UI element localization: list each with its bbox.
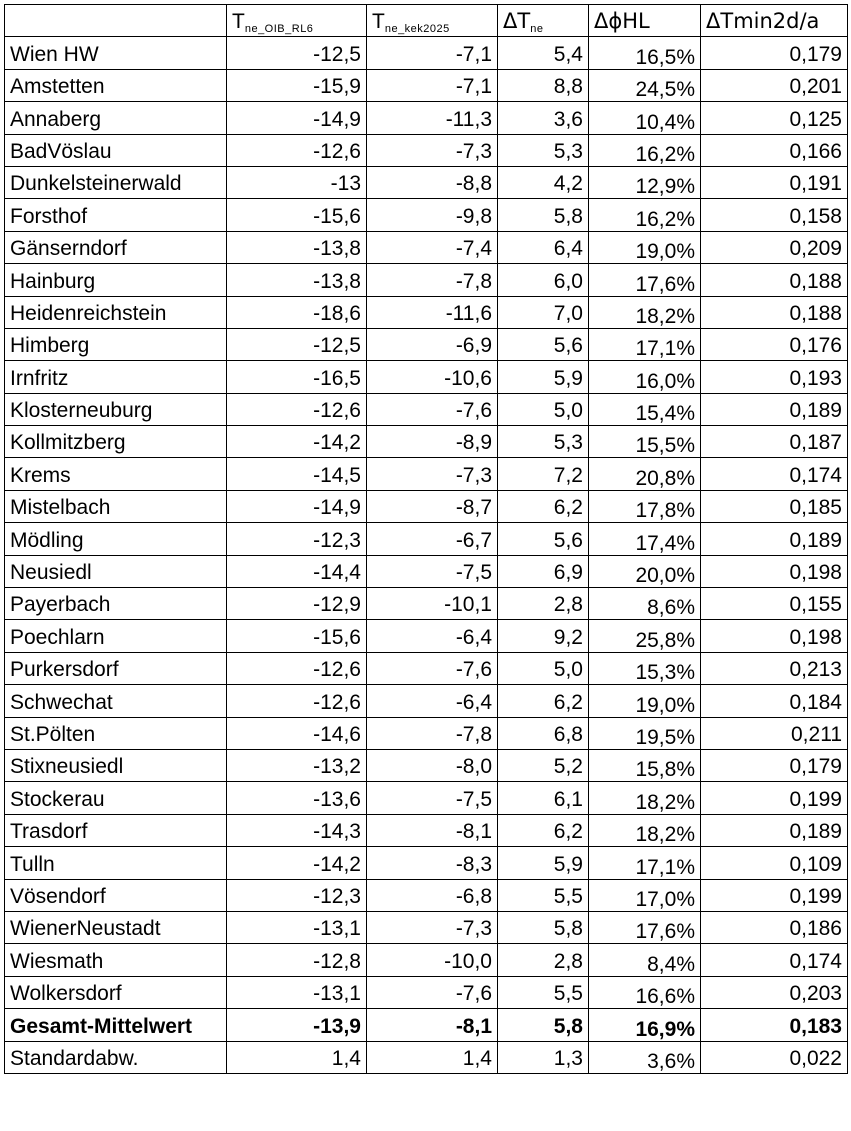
table-row [5,588,848,620]
cell-delta-tmin: 0,158 [701,199,848,231]
cell-delta-tmin: 0,186 [701,911,848,943]
cell-delta-tne: 2,8 [498,588,589,620]
cell-tne-kek: -8,0 [367,749,498,781]
cell-delta-tmin: 0,191 [701,166,848,198]
cell-delta-phi-hl: 17,8% [589,490,701,522]
cell-tne-oib: -12,6 [227,652,367,684]
cell-delta-tmin: 0,174 [701,944,848,976]
table-row [5,717,848,749]
cell-tne-oib: -13,1 [227,911,367,943]
cell-delta-tne: 5,6 [498,328,589,360]
cell-delta-phi-hl: 25,8% [589,620,701,652]
table-row [5,134,848,166]
cell-tne-kek: -8,3 [367,847,498,879]
cell-tne-oib: 1,4 [227,1041,367,1073]
cell-delta-tmin: 0,211 [701,717,848,749]
cell-delta-phi-hl: 8,4% [589,944,701,976]
header-delta-phi-hl: ΔϕHL [589,5,701,37]
cell-station: Amstetten [5,69,227,101]
cell-station: Neusiedl [5,555,227,587]
cell-delta-phi-hl: 8,6% [589,588,701,620]
cell-delta-phi-hl: 18,2% [589,814,701,846]
cell-delta-tne: 6,0 [498,264,589,296]
cell-station: Irnfritz [5,361,227,393]
table-row [5,393,848,425]
cell-tne-kek: -6,7 [367,523,498,555]
cell-tne-kek: -7,8 [367,264,498,296]
cell-tne-oib: -14,4 [227,555,367,587]
cell-delta-tne: 6,9 [498,555,589,587]
cell-delta-tne: 5,6 [498,523,589,555]
table-row [5,814,848,846]
cell-tne-kek: -6,8 [367,879,498,911]
cell-delta-tmin: 0,174 [701,458,848,490]
table-row [5,328,848,360]
cell-station: Klosterneuburg [5,393,227,425]
header-delta-tne: ΔTne [498,5,589,37]
cell-station: Gesamt-Mittelwert [5,1009,227,1041]
cell-station: Dunkelsteinerwald [5,166,227,198]
cell-tne-kek: -7,5 [367,555,498,587]
cell-tne-kek: -7,6 [367,652,498,684]
cell-tne-oib: -14,9 [227,490,367,522]
cell-station: Mödling [5,523,227,555]
cell-station: Forsthof [5,199,227,231]
cell-tne-kek: -11,6 [367,296,498,328]
cell-tne-kek: -7,1 [367,69,498,101]
cell-tne-kek: -10,0 [367,944,498,976]
cell-delta-tne: 4,2 [498,166,589,198]
table-row [5,69,848,101]
table-row [5,1041,848,1073]
cell-tne-kek: -7,6 [367,393,498,425]
table-row [5,847,848,879]
cell-delta-tne: 3,6 [498,102,589,134]
cell-delta-tmin: 0,176 [701,328,848,360]
cell-station: BadVöslau [5,134,227,166]
cell-station: Schwechat [5,685,227,717]
header-delta-tmin: ΔTmin2d/a [701,5,848,37]
cell-tne-oib: -13,8 [227,231,367,263]
cell-tne-oib: -18,6 [227,296,367,328]
cell-delta-tne: 6,4 [498,231,589,263]
cell-delta-phi-hl: 19,5% [589,717,701,749]
cell-delta-tne: 2,8 [498,944,589,976]
cell-delta-phi-hl: 15,5% [589,426,701,458]
table-row [5,490,848,522]
cell-delta-phi-hl: 15,4% [589,393,701,425]
cell-delta-tmin: 0,198 [701,555,848,587]
cell-delta-tmin: 0,188 [701,296,848,328]
cell-delta-tmin: 0,188 [701,264,848,296]
cell-delta-phi-hl: 18,2% [589,296,701,328]
cell-tne-oib: -14,2 [227,426,367,458]
cell-tne-kek: -9,8 [367,199,498,231]
cell-tne-oib: -12,6 [227,134,367,166]
cell-delta-phi-hl: 16,2% [589,199,701,231]
cell-tne-oib: -12,3 [227,523,367,555]
cell-delta-phi-hl: 19,0% [589,685,701,717]
cell-station: Stixneusiedl [5,749,227,781]
cell-delta-tmin: 0,185 [701,490,848,522]
cell-station: Purkersdorf [5,652,227,684]
cell-delta-phi-hl: 16,2% [589,134,701,166]
cell-delta-tne: 6,2 [498,490,589,522]
table-container [4,4,848,1074]
cell-tne-oib: -12,9 [227,588,367,620]
cell-delta-tmin: 0,109 [701,847,848,879]
cell-tne-oib: -13 [227,166,367,198]
cell-delta-tmin: 0,193 [701,361,848,393]
cell-delta-phi-hl: 16,0% [589,361,701,393]
cell-tne-oib: -13,9 [227,1009,367,1041]
cell-delta-tmin: 0,199 [701,782,848,814]
cell-delta-tne: 9,2 [498,620,589,652]
table-row [5,523,848,555]
table-row [5,620,848,652]
cell-tne-kek: -6,9 [367,328,498,360]
cell-delta-tne: 5,0 [498,652,589,684]
table-row [5,166,848,198]
cell-delta-tne: 5,0 [498,393,589,425]
cell-tne-kek: -10,6 [367,361,498,393]
cell-tne-oib: -15,6 [227,620,367,652]
cell-delta-tne: 5,5 [498,976,589,1008]
cell-tne-oib: -14,5 [227,458,367,490]
cell-station: Trasdorf [5,814,227,846]
cell-delta-tne: 5,9 [498,361,589,393]
cell-station: Kollmitzberg [5,426,227,458]
cell-station: Annaberg [5,102,227,134]
cell-delta-tmin: 0,022 [701,1041,848,1073]
cell-tne-kek: -7,3 [367,458,498,490]
cell-tne-oib: -12,5 [227,37,367,69]
cell-delta-tmin: 0,187 [701,426,848,458]
cell-delta-phi-hl: 24,5% [589,69,701,101]
cell-delta-phi-hl: 20,8% [589,458,701,490]
table-row [5,1009,848,1041]
table-row [5,879,848,911]
table-row [5,652,848,684]
cell-delta-tne: 8,8 [498,69,589,101]
cell-delta-tmin: 0,203 [701,976,848,1008]
cell-station: Hainburg [5,264,227,296]
cell-delta-phi-hl: 17,0% [589,879,701,911]
cell-tne-oib: -12,3 [227,879,367,911]
cell-delta-tne: 5,9 [498,847,589,879]
cell-tne-oib: -12,6 [227,393,367,425]
cell-station: Poechlarn [5,620,227,652]
cell-tne-kek: -7,3 [367,911,498,943]
table-row [5,944,848,976]
cell-delta-phi-hl: 16,6% [589,976,701,1008]
cell-delta-tmin: 0,166 [701,134,848,166]
cell-tne-oib: -13,8 [227,264,367,296]
cell-tne-kek: -8,7 [367,490,498,522]
header-tne-kek: Tne_kek2025 [367,5,498,37]
cell-station: Krems [5,458,227,490]
cell-station: Payerbach [5,588,227,620]
cell-delta-tmin: 0,199 [701,879,848,911]
header-row [5,5,848,37]
cell-delta-phi-hl: 17,4% [589,523,701,555]
table-row [5,231,848,263]
cell-delta-tne: 1,3 [498,1041,589,1073]
cell-delta-tmin: 0,189 [701,393,848,425]
cell-tne-oib: -13,2 [227,749,367,781]
table-row [5,296,848,328]
table-row [5,555,848,587]
cell-delta-tne: 7,2 [498,458,589,490]
cell-delta-phi-hl: 16,5% [589,37,701,69]
cell-tne-oib: -15,9 [227,69,367,101]
cell-delta-tne: 5,2 [498,749,589,781]
table-row [5,361,848,393]
cell-delta-tne: 7,0 [498,296,589,328]
header-delta-tne-sub: ne [530,23,544,36]
table-body [5,37,848,1074]
cell-delta-tne: 6,2 [498,814,589,846]
cell-delta-tmin: 0,184 [701,685,848,717]
table-row [5,976,848,1008]
cell-tne-oib: -14,9 [227,102,367,134]
table-row [5,37,848,69]
cell-tne-kek: -6,4 [367,620,498,652]
cell-delta-tne: 5,8 [498,199,589,231]
cell-delta-phi-hl: 20,0% [589,555,701,587]
table-row [5,749,848,781]
cell-delta-tmin: 0,155 [701,588,848,620]
cell-delta-tmin: 0,189 [701,814,848,846]
cell-delta-tmin: 0,201 [701,69,848,101]
cell-station: WienerNeustadt [5,911,227,943]
cell-station: Wiesmath [5,944,227,976]
cell-delta-phi-hl: 10,4% [589,102,701,134]
table-row [5,458,848,490]
cell-delta-phi-hl: 19,0% [589,231,701,263]
cell-delta-phi-hl: 17,6% [589,911,701,943]
cell-tne-kek: -11,3 [367,102,498,134]
cell-tne-kek: -8,1 [367,814,498,846]
cell-station: Tulln [5,847,227,879]
cell-tne-kek: -7,3 [367,134,498,166]
table-row [5,102,848,134]
cell-delta-tne: 6,1 [498,782,589,814]
cell-tne-kek: -8,8 [367,166,498,198]
cell-tne-kek: -8,9 [367,426,498,458]
cell-tne-kek: -7,1 [367,37,498,69]
cell-tne-oib: -12,5 [227,328,367,360]
cell-delta-tmin: 0,198 [701,620,848,652]
cell-delta-tne: 5,8 [498,911,589,943]
cell-delta-phi-hl: 16,9% [589,1009,701,1041]
cell-delta-tne: 5,8 [498,1009,589,1041]
cell-delta-phi-hl: 15,3% [589,652,701,684]
cell-tne-oib: -15,6 [227,199,367,231]
cell-delta-phi-hl: 17,1% [589,328,701,360]
cell-tne-kek: -7,6 [367,976,498,1008]
cell-station: Mistelbach [5,490,227,522]
cell-station: St.Pölten [5,717,227,749]
cell-tne-kek: -7,5 [367,782,498,814]
cell-tne-oib: -13,6 [227,782,367,814]
header-station [5,5,227,37]
table-row [5,685,848,717]
cell-delta-tmin: 0,189 [701,523,848,555]
cell-station: Himberg [5,328,227,360]
data-table [4,4,848,1074]
cell-delta-tmin: 0,179 [701,37,848,69]
cell-station: Vösendorf [5,879,227,911]
cell-tne-oib: -16,5 [227,361,367,393]
cell-delta-tmin: 0,125 [701,102,848,134]
cell-delta-tne: 6,2 [498,685,589,717]
cell-tne-kek: -10,1 [367,588,498,620]
cell-delta-phi-hl: 3,6% [589,1041,701,1073]
header-tne-kek-sub: ne_kek2025 [384,23,450,36]
cell-tne-oib: -14,3 [227,814,367,846]
cell-tne-kek: 1,4 [367,1041,498,1073]
table-row [5,782,848,814]
cell-delta-tne: 5,4 [498,37,589,69]
cell-tne-kek: -7,4 [367,231,498,263]
cell-tne-oib: -12,6 [227,685,367,717]
cell-tne-oib: -13,1 [227,976,367,1008]
cell-delta-phi-hl: 15,8% [589,749,701,781]
cell-delta-phi-hl: 17,6% [589,264,701,296]
header-tne-oib-sub: ne_OIB_RL6 [244,23,314,36]
cell-station: Wolkersdorf [5,976,227,1008]
cell-delta-phi-hl: 12,9% [589,166,701,198]
cell-tne-oib: -14,6 [227,717,367,749]
cell-station: Standardabw. [5,1041,227,1073]
cell-delta-tmin: 0,209 [701,231,848,263]
cell-tne-kek: -6,4 [367,685,498,717]
cell-tne-oib: -14,2 [227,847,367,879]
cell-station: Wien HW [5,37,227,69]
cell-station: Gänserndorf [5,231,227,263]
cell-tne-kek: -7,8 [367,717,498,749]
cell-delta-tne: 6,8 [498,717,589,749]
cell-delta-phi-hl: 18,2% [589,782,701,814]
cell-delta-tmin: 0,183 [701,1009,848,1041]
cell-delta-tne: 5,3 [498,426,589,458]
table-row [5,911,848,943]
table-row [5,426,848,458]
cell-delta-tne: 5,3 [498,134,589,166]
cell-station: Stockerau [5,782,227,814]
cell-tne-kek: -8,1 [367,1009,498,1041]
cell-tne-oib: -12,8 [227,944,367,976]
cell-delta-tne: 5,5 [498,879,589,911]
table-row [5,264,848,296]
cell-delta-phi-hl: 17,1% [589,847,701,879]
cell-station: Heidenreichstein [5,296,227,328]
table-row [5,199,848,231]
header-tne-oib: Tne_OIB_RL6 [227,5,367,37]
cell-delta-tmin: 0,213 [701,652,848,684]
cell-delta-tmin: 0,179 [701,749,848,781]
